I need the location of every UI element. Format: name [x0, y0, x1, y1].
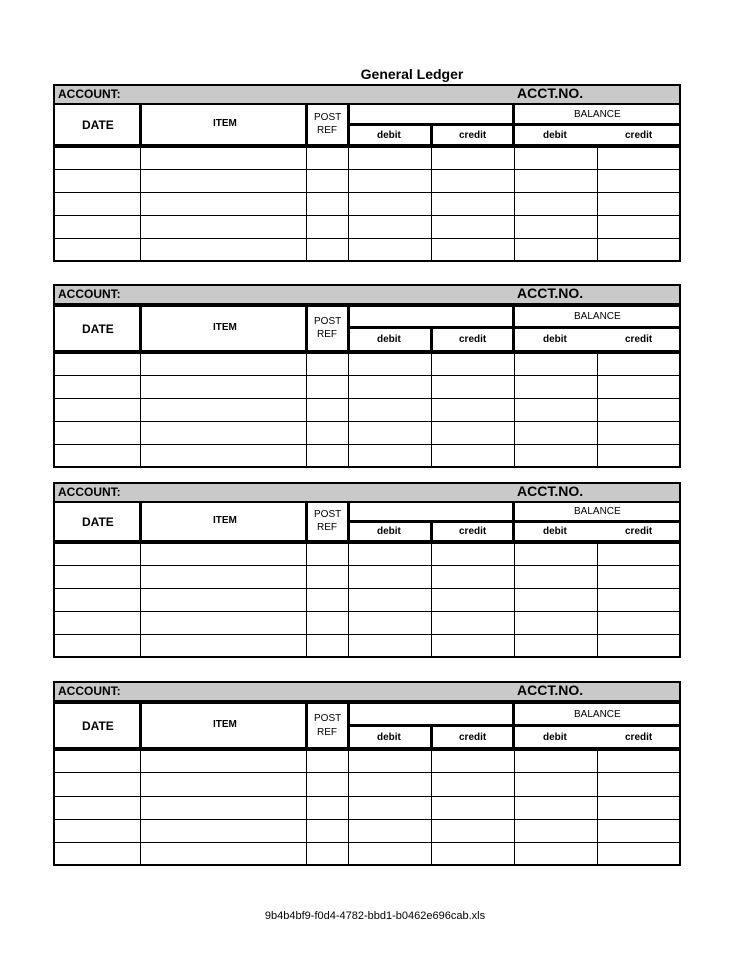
ref-header: REF — [317, 125, 337, 136]
credit-header: credit — [459, 732, 487, 743]
balance-credit-header: credit — [625, 732, 653, 743]
balance-subheader-cell — [513, 725, 681, 749]
entry-rows — [53, 146, 681, 262]
row-divider — [55, 421, 679, 422]
balance-debit-header: debit — [543, 130, 567, 141]
debit-header: debit — [377, 334, 401, 345]
account-label: ACCOUNT: — [58, 485, 121, 499]
col-divider — [140, 544, 141, 656]
entry-group-top — [348, 702, 514, 726]
page-title: General Ledger — [360, 66, 464, 82]
ref-header: REF — [317, 329, 337, 340]
balance-credit-header: credit — [625, 334, 653, 345]
post-header: POST — [314, 316, 342, 327]
col-divider — [348, 751, 349, 864]
row-divider — [55, 169, 679, 170]
debit-header-cell — [348, 725, 432, 749]
balance-header-cell — [513, 305, 681, 328]
balance-subheader-cell — [513, 521, 681, 542]
col-divider — [140, 751, 141, 864]
ledger-block — [53, 482, 681, 658]
account-bar — [53, 284, 681, 305]
col-divider — [431, 544, 432, 656]
row-divider — [55, 565, 679, 566]
col-divider — [431, 148, 432, 260]
credit-header-cell — [431, 725, 514, 749]
file-name-footer: 9b4b4bf9-f0d4-4782-bbd1-b0462e696cab.xls — [264, 910, 486, 922]
row-divider — [55, 772, 679, 773]
account-label: ACCOUNT: — [58, 684, 121, 698]
balance-subheader-cell — [513, 124, 681, 146]
date-header: DATE — [82, 118, 114, 132]
account-label: ACCOUNT: — [58, 87, 121, 101]
col-divider — [597, 148, 598, 260]
col-divider — [514, 354, 515, 466]
debit-header: debit — [377, 130, 401, 141]
column-header — [53, 103, 681, 146]
row-divider — [55, 611, 679, 612]
date-header-cell — [53, 103, 141, 146]
date-header-cell — [53, 501, 141, 542]
column-header — [53, 501, 681, 542]
balance-subheader-cell — [513, 327, 681, 352]
col-divider — [306, 354, 307, 466]
credit-header-cell — [431, 124, 514, 146]
item-header-cell — [140, 501, 307, 542]
ledger-block — [53, 681, 681, 866]
credit-header: credit — [459, 526, 487, 537]
row-divider — [55, 634, 679, 635]
post-ref-header-cell — [306, 305, 349, 352]
date-header: DATE — [82, 719, 114, 733]
debit-header-cell — [348, 124, 432, 146]
col-divider — [597, 354, 598, 466]
col-divider — [514, 751, 515, 864]
col-divider — [348, 148, 349, 260]
row-divider — [55, 192, 679, 193]
account-bar — [53, 482, 681, 503]
balance-header: BALANCE — [574, 109, 621, 120]
post-header: POST — [314, 112, 342, 123]
post-ref-header-cell — [306, 103, 349, 146]
item-header-cell — [140, 305, 307, 352]
row-divider — [55, 398, 679, 399]
acct-no-label: ACCT.NO. — [517, 682, 584, 698]
acct-no-label: ACCT.NO. — [517, 483, 584, 499]
item-header: ITEM — [213, 719, 237, 730]
item-header: ITEM — [213, 515, 237, 526]
entry-group-top — [348, 103, 514, 125]
balance-header: BALANCE — [574, 709, 621, 720]
col-divider — [348, 544, 349, 656]
col-divider — [306, 751, 307, 864]
debit-header-cell — [348, 327, 432, 352]
col-divider — [514, 544, 515, 656]
balance-credit-header: credit — [625, 130, 653, 141]
row-divider — [55, 796, 679, 797]
ref-header: REF — [317, 727, 337, 738]
col-divider — [306, 148, 307, 260]
col-divider — [431, 751, 432, 864]
row-divider — [55, 375, 679, 376]
debit-header: debit — [377, 732, 401, 743]
post-ref-header-cell — [306, 702, 349, 749]
credit-header-cell — [431, 521, 514, 542]
entry-group-top — [348, 305, 514, 328]
row-divider — [55, 842, 679, 843]
balance-header: BALANCE — [574, 506, 621, 517]
credit-header: credit — [459, 130, 487, 141]
ledger-block — [53, 84, 681, 264]
col-divider — [431, 354, 432, 466]
col-divider — [597, 751, 598, 864]
col-divider — [348, 354, 349, 466]
item-header-cell — [140, 702, 307, 749]
date-header-cell — [53, 702, 141, 749]
debit-header-cell — [348, 521, 432, 542]
balance-debit-header: debit — [543, 732, 567, 743]
item-header: ITEM — [213, 322, 237, 333]
col-divider — [140, 148, 141, 260]
balance-header-cell — [513, 501, 681, 522]
row-divider — [55, 819, 679, 820]
ledger-block — [53, 284, 681, 468]
post-header: POST — [314, 713, 342, 724]
col-divider — [597, 544, 598, 656]
entry-rows — [53, 749, 681, 866]
ref-header: REF — [317, 522, 337, 533]
row-divider — [55, 444, 679, 445]
entry-rows — [53, 542, 681, 658]
debit-header: debit — [377, 526, 401, 537]
post-ref-header-cell — [306, 501, 349, 542]
entry-group-top — [348, 501, 514, 522]
date-header-cell — [53, 305, 141, 352]
row-divider — [55, 588, 679, 589]
acct-no-label: ACCT.NO. — [517, 85, 584, 101]
balance-header: BALANCE — [574, 311, 621, 322]
balance-header-cell — [513, 103, 681, 125]
entry-rows — [53, 352, 681, 468]
row-divider — [55, 238, 679, 239]
date-header: DATE — [82, 515, 114, 529]
balance-debit-header: debit — [543, 526, 567, 537]
credit-header-cell — [431, 327, 514, 352]
col-divider — [140, 354, 141, 466]
col-divider — [514, 148, 515, 260]
account-label: ACCOUNT: — [58, 287, 121, 301]
balance-header-cell — [513, 702, 681, 726]
date-header: DATE — [82, 322, 114, 336]
acct-no-label: ACCT.NO. — [517, 285, 584, 301]
balance-debit-header: debit — [543, 334, 567, 345]
item-header-cell — [140, 103, 307, 146]
item-header: ITEM — [213, 118, 237, 129]
row-divider — [55, 215, 679, 216]
post-header: POST — [314, 509, 342, 520]
account-bar — [53, 681, 681, 702]
column-header — [53, 305, 681, 352]
col-divider — [306, 544, 307, 656]
account-bar — [53, 84, 681, 105]
balance-credit-header: credit — [625, 526, 653, 537]
credit-header: credit — [459, 334, 487, 345]
column-header — [53, 702, 681, 749]
